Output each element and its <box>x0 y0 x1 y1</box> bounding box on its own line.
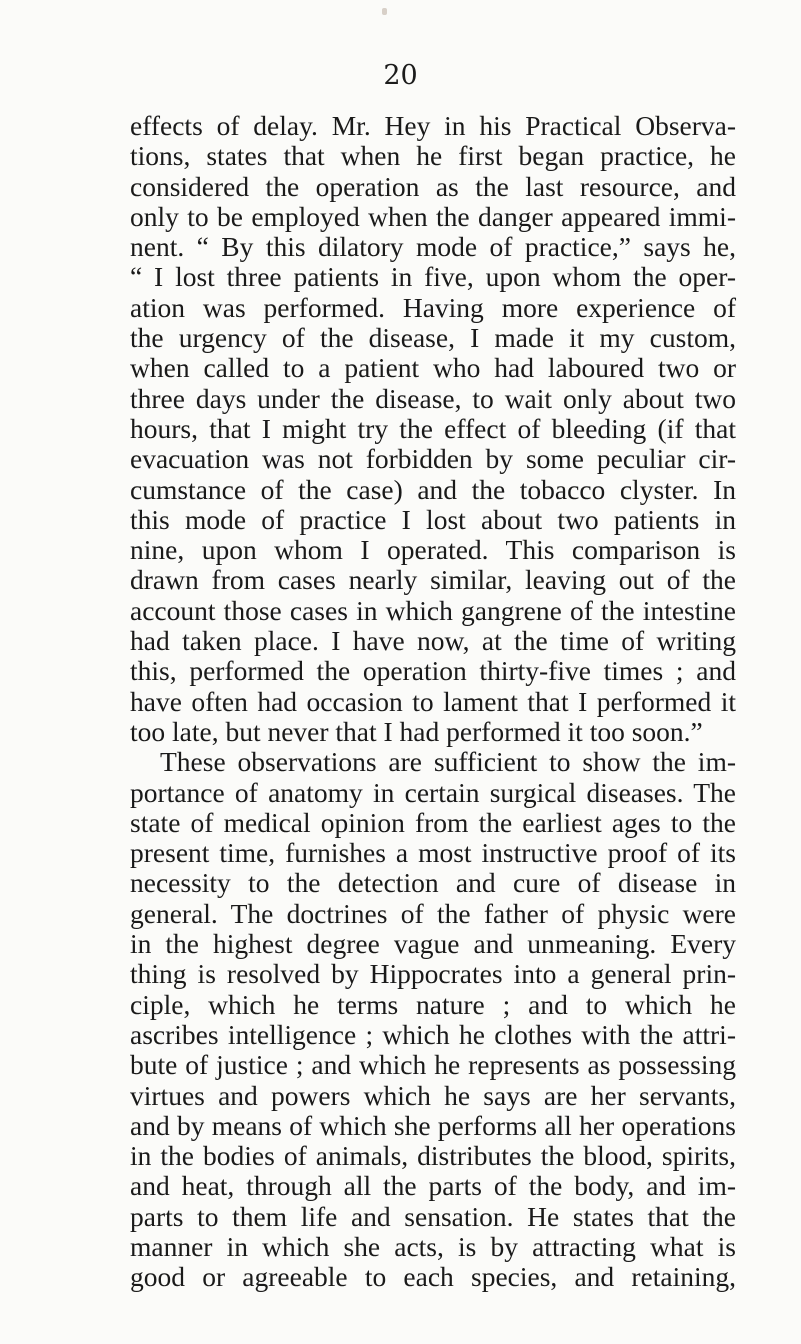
text-line: too late, but never that I had performed it too soon.” <box>130 715 703 747</box>
text-line: three days under the disease, to wait only about two <box>130 382 736 414</box>
text-line: general. The doctrines of the father of physic were <box>130 897 736 929</box>
text-line: cumstance of the case) and the tobacco clyster. In <box>130 473 736 505</box>
text-line: ation was performed. Having more experience of <box>130 291 736 323</box>
text-line: present time, furnishes a most instructive proof of its <box>130 837 736 869</box>
text-line: effects of delay. Mr. Hey in his Practical Observa- <box>130 110 736 141</box>
text-line: parts to them life and sensation. He states that the <box>130 1200 736 1232</box>
text-line: good or agreeable to each species, and retaining, <box>130 1261 736 1293</box>
text-line: in the bodies of animals, distributes the blood, spirits, <box>130 1140 736 1172</box>
paper-speck <box>382 8 387 15</box>
text-line: state of medical opinion from the earliest ages to the <box>130 806 736 838</box>
text-line: tions, states that when he first began practice, he <box>130 140 736 172</box>
text-line: portance of anatomy in certain surgical diseases. The <box>130 776 736 808</box>
text-line: considered the operation as the last resource, and <box>130 170 736 202</box>
page-number: 20 <box>383 60 418 91</box>
text-line: necessity to the detection and cure of disease in <box>130 867 736 899</box>
text-line: and by means of which she performs all her operations <box>130 1109 736 1141</box>
text-line: account those cases in which gangrene of the intestine <box>130 594 736 626</box>
text-line: and heat, through all the parts of the body, and im- <box>130 1170 736 1202</box>
text-line: the urgency of the disease, I made it my custom, <box>130 322 736 354</box>
text-line: ascribes intelligence ; which he clothes with the attri- <box>130 1018 736 1050</box>
text-line: when called to a patient who had laboured two or <box>130 352 736 384</box>
text-line: nent. “ By this dilatory mode of practice,” says he, <box>130 231 736 263</box>
text-line: ciple, which he terms nature ; and to which he <box>130 988 736 1020</box>
text-line: These observations are sufficient to show the im- <box>160 746 736 778</box>
body-text <box>130 111 736 1293</box>
text-line: have often had occasion to lament that I performed it <box>130 685 736 717</box>
text-line: this mode of practice I lost about two patients in <box>130 503 736 535</box>
text-line: drawn from cases nearly similar, leaving out of the <box>130 564 736 596</box>
text-line: only to be employed when the danger appeared immi- <box>130 200 736 232</box>
text-line: hours, that I might try the effect of bleeding (if that <box>130 412 736 444</box>
text-line: virtues and powers which he says are her servants, <box>130 1079 736 1111</box>
text-line: bute of justice ; and which he represents as possessing <box>130 1049 736 1081</box>
text-line: nine, upon whom I operated. This comparison is <box>130 534 736 566</box>
text-line: evacuation was not forbidden by some peculiar cir- <box>130 443 736 475</box>
text-line: “ I lost three patients in five, upon whom the oper- <box>130 261 736 293</box>
text-line: this, performed the operation thirty-five times ; and <box>130 655 736 687</box>
text-line: thing is resolved by Hippocrates into a general prin- <box>130 958 736 990</box>
text-line: had taken place. I have now, at the time of writing <box>130 625 736 657</box>
text-line: manner in which she acts, is by attracting what is <box>130 1230 736 1262</box>
text-line: in the highest degree vague and unmeaning. Every <box>130 928 736 960</box>
